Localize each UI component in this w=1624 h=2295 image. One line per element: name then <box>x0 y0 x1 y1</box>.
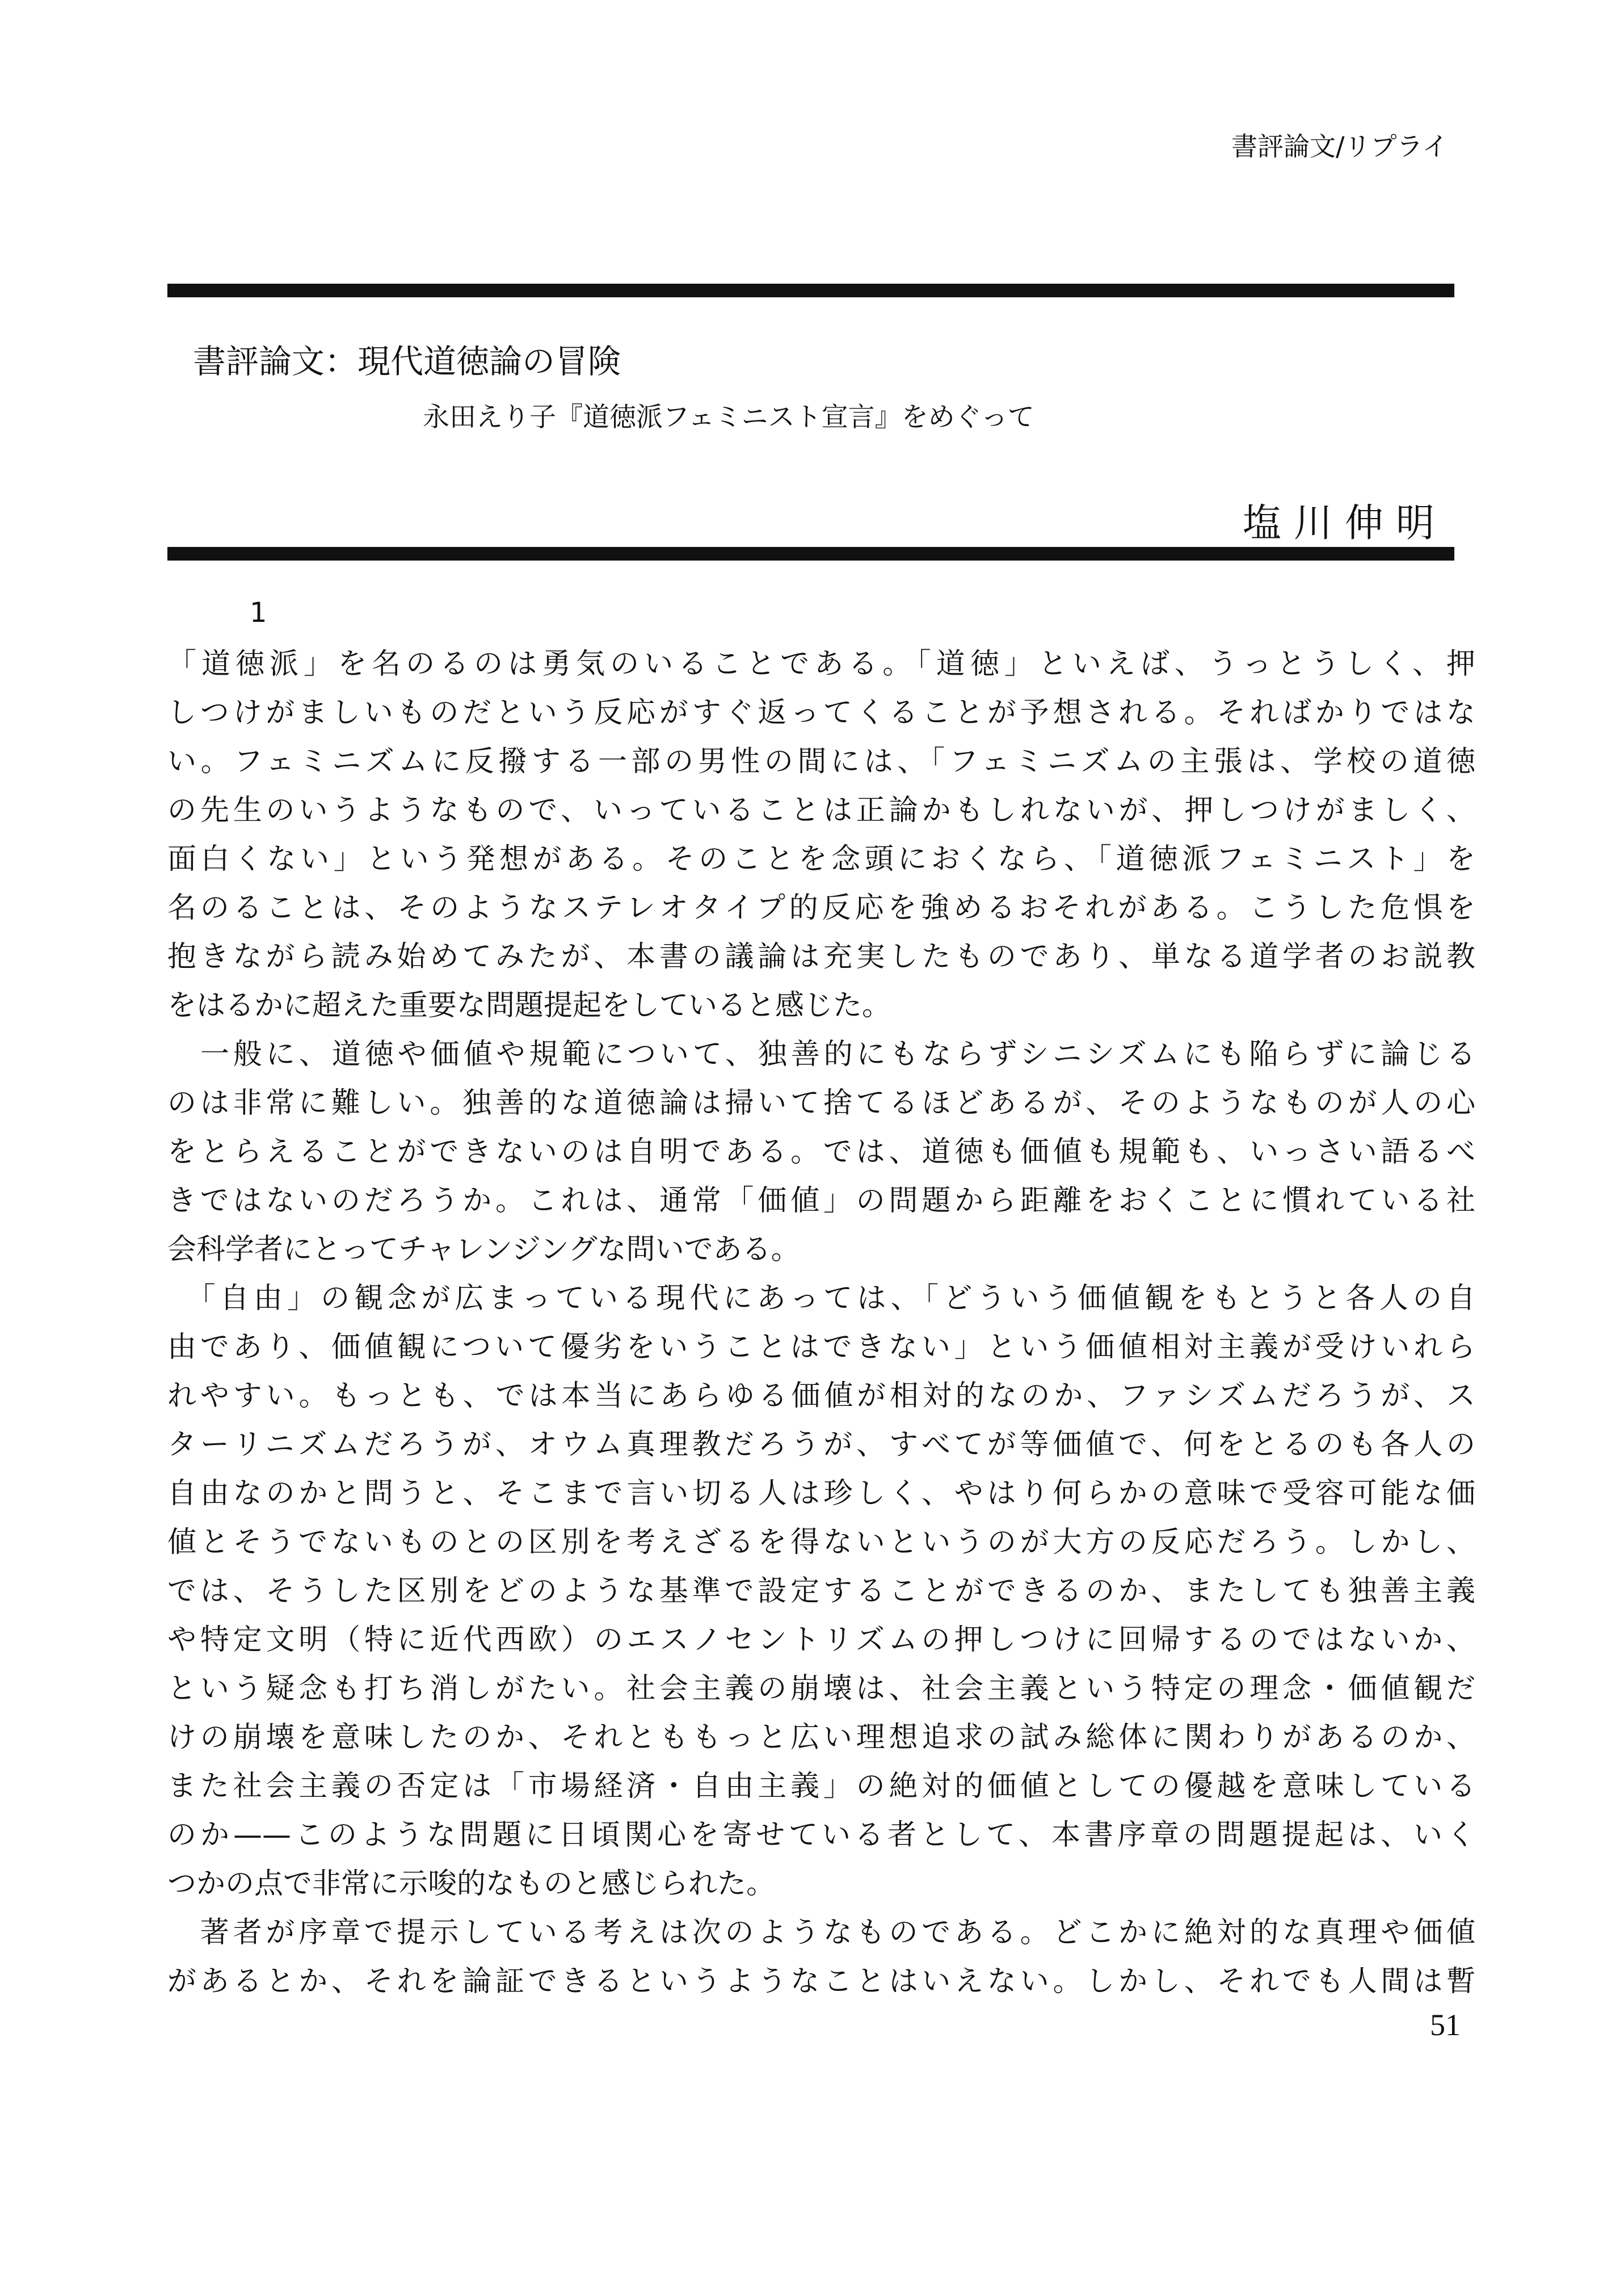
paragraph <box>167 1909 1475 2006</box>
text-line: ターリニズムだろうが、オウム真理教だろうが、すべてが等価値で、何をとるのも各人の <box>167 1428 1475 1462</box>
text-line: 「道徳派」を名のるのは勇気のいることである。「道徳」といえば、うっとうしく、押 <box>167 647 1475 681</box>
text-line: つかの点で非常に示唆的なものと感じられた。 <box>167 1867 776 1901</box>
text-line: 名のることは、そのようなステレオタイプ的反応を強めるおそれがある。こうした危惧を <box>167 891 1475 925</box>
text-line: があるとか、それを論証できるというようなことはいえない。しかし、それでも人間は暫 <box>167 1965 1475 1998</box>
text-line: また社会主義の否定は「市場経済・自由主義」の絶対的価値としての優越を意味している <box>167 1770 1475 1803</box>
text-line: のは非常に難しい。独善的な道徳論は掃いて捨てるほどあるが、そのようなものが人の心 <box>167 1087 1475 1120</box>
paragraph <box>167 1274 1475 1909</box>
text-line: い。フェミニズムに反撥する一部の男性の間には、「フェミニズムの主張は、学校の道徳 <box>167 745 1475 778</box>
article-title: 書評論文：現代道徳論の冒険 <box>193 342 621 381</box>
text-line: をとらえることができないのは自明である。では、道徳も価値も規範も、いっさい語るべ <box>167 1135 1475 1169</box>
paragraph <box>167 640 1475 1030</box>
text-line: れやすい。もっとも、では本当にあらゆる価値が相対的なのか、ファシズムだろうが、ス <box>167 1379 1475 1413</box>
text-line: 自由なのかと問うと、そこまで言い切る人は珍しく、やはり何らかの意味で受容可能な価 <box>167 1477 1475 1510</box>
running-head: 書評論文/リプライ <box>1231 131 1449 162</box>
text-line: をはるかに超えた重要な問題提起をしていると感じた。 <box>167 989 891 1022</box>
text-line: では、そうした区別をどのような基準で設定することができるのか、またしても独善主義 <box>167 1574 1475 1608</box>
text-line: 値とそうでないものとの区別を考えざるを得ないというのが大方の反応だろう。しかし、 <box>167 1526 1475 1559</box>
text-line: 抱きながら読み始めてみたが、本書の議論は充実したものであり、単なる道学者のお説教 <box>167 940 1475 974</box>
text-line: のか——このような問題に日頃関心を寄せている者として、本書序章の問題提起は、いく <box>167 1818 1475 1852</box>
bottom-rule <box>167 547 1454 561</box>
text-line: 由であり、価値観について優劣をいうことはできない」という価値相対主義が受けいれら <box>167 1330 1475 1364</box>
body-text <box>167 640 1475 2006</box>
text-line: しつけがましいものだという反応がすぐ返ってくることが予想される。そればかりではな <box>167 696 1475 730</box>
author-name: 塩川伸明 <box>1242 501 1447 546</box>
section-number: 1 <box>250 597 267 629</box>
text-line: 面白くない」という発想がある。そのことを念頭におくなら、「道徳派フェミニスト」を <box>167 843 1475 876</box>
top-rule <box>167 284 1454 297</box>
text-line: 会科学者にとってチャレンジングな問いである。 <box>167 1233 800 1266</box>
text-line: 「自由」の観念が広まっている現代にあっては、「どういう価値観をもとうと各人の自 <box>167 1282 1475 1315</box>
text-line: 一般に、道徳や価値や規範について、独善的にもならずシニシズムにも陥らずに論じる <box>167 1038 1475 1071</box>
text-line: 著者が序章で提示している考えは次のようなものである。どこかに絶対的な真理や価値 <box>167 1916 1475 1949</box>
article-subtitle: 永田えり子『道徳派フェミニスト宣言』をめぐって <box>423 402 1034 433</box>
text-line: という疑念も打ち消しがたい。社会主義の崩壊は、社会主義という特定の理念・価値観だ <box>167 1672 1475 1706</box>
text-line: や特定文明（特に近代西欧）のエスノセントリズムの押しつけに回帰するのではないか、 <box>167 1623 1475 1657</box>
text-line: けの崩壊を意味したのか、それとももっと広い理想追求の試み総体に関わりがあるのか、 <box>167 1721 1475 1754</box>
text-line: の先生のいうようなもので、いっていることは正論かもしれないが、押しつけがましく、 <box>167 794 1475 827</box>
paragraph <box>167 1030 1475 1274</box>
text-line: きではないのだろうか。これは、通常「価値」の問題から距離をおくことに慣れている社 <box>167 1184 1475 1218</box>
page-number: 51 <box>1430 2008 1461 2042</box>
